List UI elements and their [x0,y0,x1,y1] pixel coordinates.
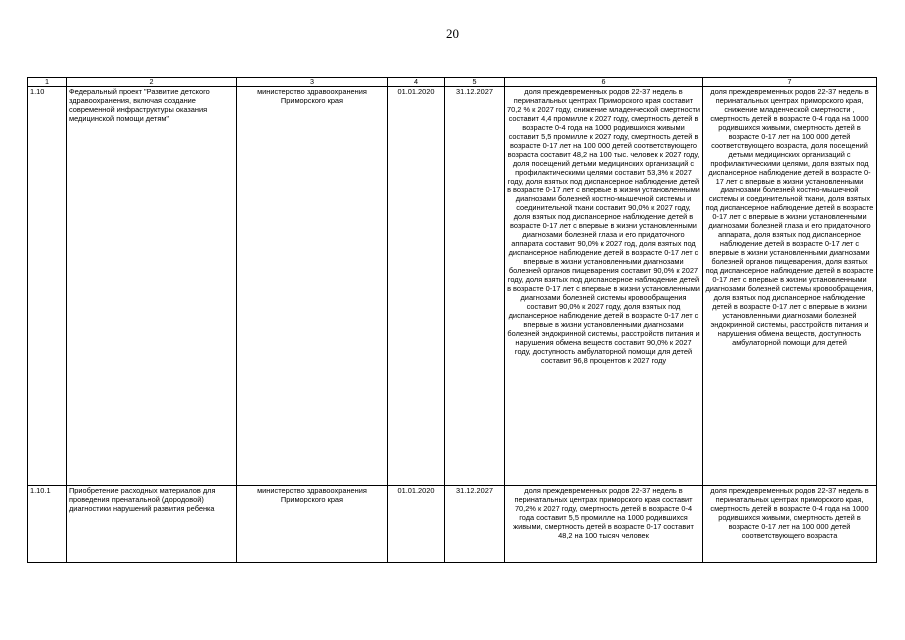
end-date: 31.12.2027 [445,87,505,486]
responsible-executor: министерство здравоохранения Приморского края [237,87,388,486]
table-row [28,87,877,486]
table-header-row [28,78,877,87]
program-table [27,77,877,563]
header-cell-3: 3 [237,78,388,87]
related-indicators: доля преждевременных родов 22-37 недель в перинатальных центрах приморского края, смертность детей в возрасте 0-4 года на 1000 родившихся живыми, смертность детей в возрасте 0-17 лет на 100 000 детей соответствующего возраста [703,486,877,563]
header-cell-7: 7 [703,78,877,87]
start-date: 01.01.2020 [388,87,445,486]
header-cell-1: 1 [28,78,67,87]
responsible-executor: министерство здравоохранения Приморского края [237,486,388,563]
row-number: 1.10.1 [28,486,67,563]
header-cell-2: 2 [67,78,237,87]
header-cell-6: 6 [505,78,703,87]
expected-result: доля преждевременных родов 22-37 недель в перинатальных центрах Приморского края составит 70,2 % к 2027 году, снижение младенческой смертности составит 4,4 промилле к 2027 году, смертность детей в возрасте 0-4 года на 1000 родившихся живыми составит 5,5 промилле к 2027 году, смертность детей в возрасте 0-17 лет на 100 000 детей соответствующего возраста составит 48,2 на 100 тыс. человек к 2027 году, доля посещений детьми медицинских организаций с профилактическими целями составит 53,3% к 2027 году, доля взятых под диспансерное наблюдение детей в возрасте 0-17 лет с впервые в жизни установленными диагнозами болезней костно-мышечной системы и соединительной ткани составит 90,0% к 2027 году, доля взятых под диспансерное наблюдение детей в возрасте 0-17 лет с впервые в жизни установленными диагнозами болезней глаза и его придаточного аппарата составит 90,0% к 2027 год, доля взятых под диспансерное наблюдение детей в возрасте 0-17 лет с впервые в жизни установленными диагнозами болезней органов пищеварения составит 90,0% к 2027 году, доля взятых под диспансерное наблюдение детей в возрасте 0-17 лет с впервые в жизни установленными диагнозами болезней системы кровообращения составит 90,0% к 2027 году, доля взятых под диспансерное наблюдение детей в возрасте 0-17 лет с впервые в жизни установленными диагнозами болезней эндокринной системы, расстройств питания и нарушения обмена веществ составит 90,0% к 2027 году, доступность амбулаторной помощи для детей составит 96,8 процентов к 2027 году [505,87,703,486]
header-cell-5: 5 [445,78,505,87]
measure-name: Приобретение расходных материалов для проведения пренатальной (дородовой) диагностики нарушений развития ребенка [67,486,237,563]
related-indicators: доля преждевременных родов 22-37 недель в перинатальных центрах приморского края, снижение младенческой смертности , смертность детей в возрасте 0-4 года на 1000 родившихся живыми, смертность детей в возрасте 0-17 лет на 100 000 детей соответствующего возраста, доля посещений детьми медицинских организаций с профилактическими целями, доля взятых под диспансерное наблюдение детей в возрасте 0-17 лет с впервые в жизни установленными диагнозами болезней костно-мышечной системы и соединительной ткани, доля взятых под диспансерное наблюдение детей в возрасте 0-17 лет с впервые в жизни установленными диагнозами болезней глаза и его придаточного аппарата, доля взятых под диспансерное наблюдение детей в возрасте 0-17 лет с впервые в жизни установленными диагнозами болезней органов пищеварения, доля взятых под диспансерное наблюдение детей в возрасте 0-17 лет с впервые в жизни установленными диагнозами болезней системы кровообращения, доля взятых под диспансерное наблюдение детей в возрасте 0-17 лет с впервые в жизни установленными диагнозами болезней эндокринной системы, расстройств питания и нарушения обмена веществ, доступность амбулаторной помощи для детей [703,87,877,486]
row-number: 1.10 [28,87,67,486]
start-date: 01.01.2020 [388,486,445,563]
measure-name: Федеральный проект "Развитие детского здравоохранения, включая создание современной инфраструктуры оказания медицинской помощи детям" [67,87,237,486]
page-number: 20 [446,26,459,41]
expected-result: доля преждевременных родов 22-37 недель в перинатальных центрах приморского края составит 70,2% к 2027 году, смертность детей в возрасте 0-4 года составит 5,5 промилле на 1000 родившихся живыми, смертность детей в возрасте 0-17 составит 48,2 на 100 тысяч человек [505,486,703,563]
table-row [28,486,877,563]
header-cell-4: 4 [388,78,445,87]
end-date: 31.12.2027 [445,486,505,563]
